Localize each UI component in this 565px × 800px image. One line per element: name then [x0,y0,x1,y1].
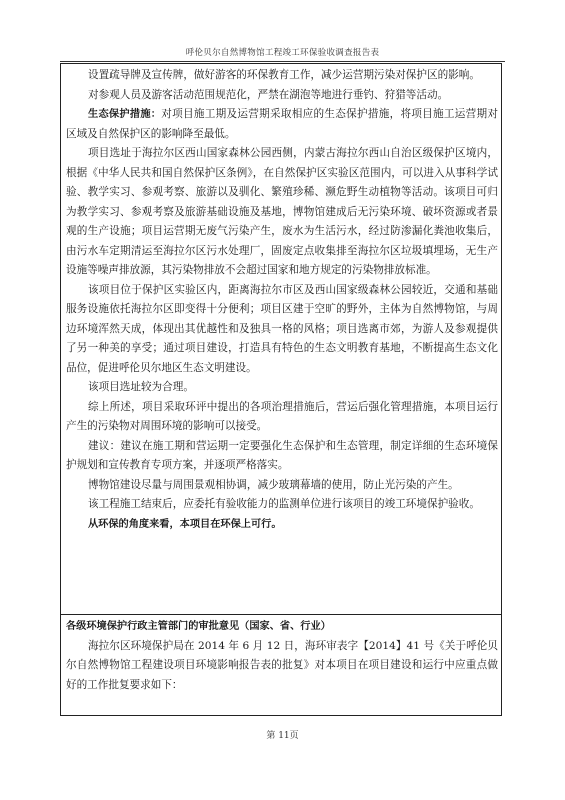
paragraph: 建议：建议在施工期和营运期一定要强化生态保护和生态管理，制定详细的生态环境保护规划和宣传教育专项方案，并逐项严格落实。 [66,439,498,471]
approval-section [66,617,498,695]
header-divider [60,61,505,62]
paragraph: 该项目位于保护区实验区内，距离海拉尔市区及西山国家级森林公园较近，交通和基础服务设施依托海拉尔区即变得十分便利；项目区建于空旷的野外，主体为自然博物馆，与周边环境浑然天成，体现出其优越性和及独具一格的风格；项目选离市郊，为游人及参观提供了另一种美的享受；通过项目建设，打造具有特色的生态文明教育基地，不断提高生态文化品位，促进呼伦贝尔地区生态文明建设。 [66,283,498,374]
conclusion-statement: 从环保的角度来看，本项目在环保上可行。 [88,518,282,530]
paragraph-text: 对项目施工期及运营期采取相应的生态保护措施，将项目施工运营期对区域及自然保护区的影响降至最低。 [66,108,499,140]
paragraph-lead: 生态保护措施： [88,109,162,120]
page-number: 第 11页 [266,731,299,741]
paragraph-ecology-measures [66,105,498,144]
paragraph: 项目选址于海拉尔区西山国家森林公园西侧，内蒙古海拉尔西山自治区级保护区境内，根据《中华人民共和国自然保护区条例》，在自然保护区实验区范围内，可以进入从事科学试验、教学实习、参观考察、旅游以及驯化、繁殖珍稀、濒危野生动植物等活动。该项目可归为教学实习、参观考察及旅游基础设施及基地，博物馆建成后无污染环境、破坏资源或者景观的生产设施；项目运营期无废气污染产生，废水为生活污水，经过防渗漏化粪池收集后，由污水车定期清运至海拉尔区污水处理厂，固废定点收集排至海拉尔区垃圾填埋场，无生产设施等噪声排放源，其污染物排放不会超过国家和地方规定的污染物排放标准。 [66,147,498,276]
paragraph: 对参观人员及游客活动范围规范化，严禁在湖泡等地进行垂钓、狩猎等活动。 [88,88,449,101]
paragraph: 该项目选址较为合理。 [88,381,194,393]
report-content [66,66,498,534]
paragraph: 设置疏导牌及宣传牌，做好游客的环保教育工作，减少运营期污染对保护区的影响。 [88,69,480,81]
paragraph: 该工程施工结束后，应委托有验收能力的监测单位进行该项目的竣工环境保护验收。 [88,498,480,510]
paragraph: 海拉尔区环境保护局在 2014 年 6 月 12 日，海环审表字【2014】41 号《关于呼伦贝尔自然博物馆工程建设项目环境影响报告表的批复》对本项目在项目建设和运行中应重点做好的工作批复要求如下： [66,639,498,691]
section-divider [60,614,502,615]
document-header: 呼伦贝尔自然博物馆工程竣工环保验收调查报告表 [185,48,380,58]
paragraph: 博物馆建设尽量与周围景观相协调，减少玻璃幕墙的使用，防止光污染的产生。 [88,478,459,491]
section-title: 各级环境保护行政主管部门的审批意见（国家、省、行业） [66,621,331,632]
paragraph: 综上所述，项目采取环评中提出的各项治理措施后，营运后强化管理措施，本项目运行产生的污染物对周围环境的影响可以接受。 [66,400,498,432]
